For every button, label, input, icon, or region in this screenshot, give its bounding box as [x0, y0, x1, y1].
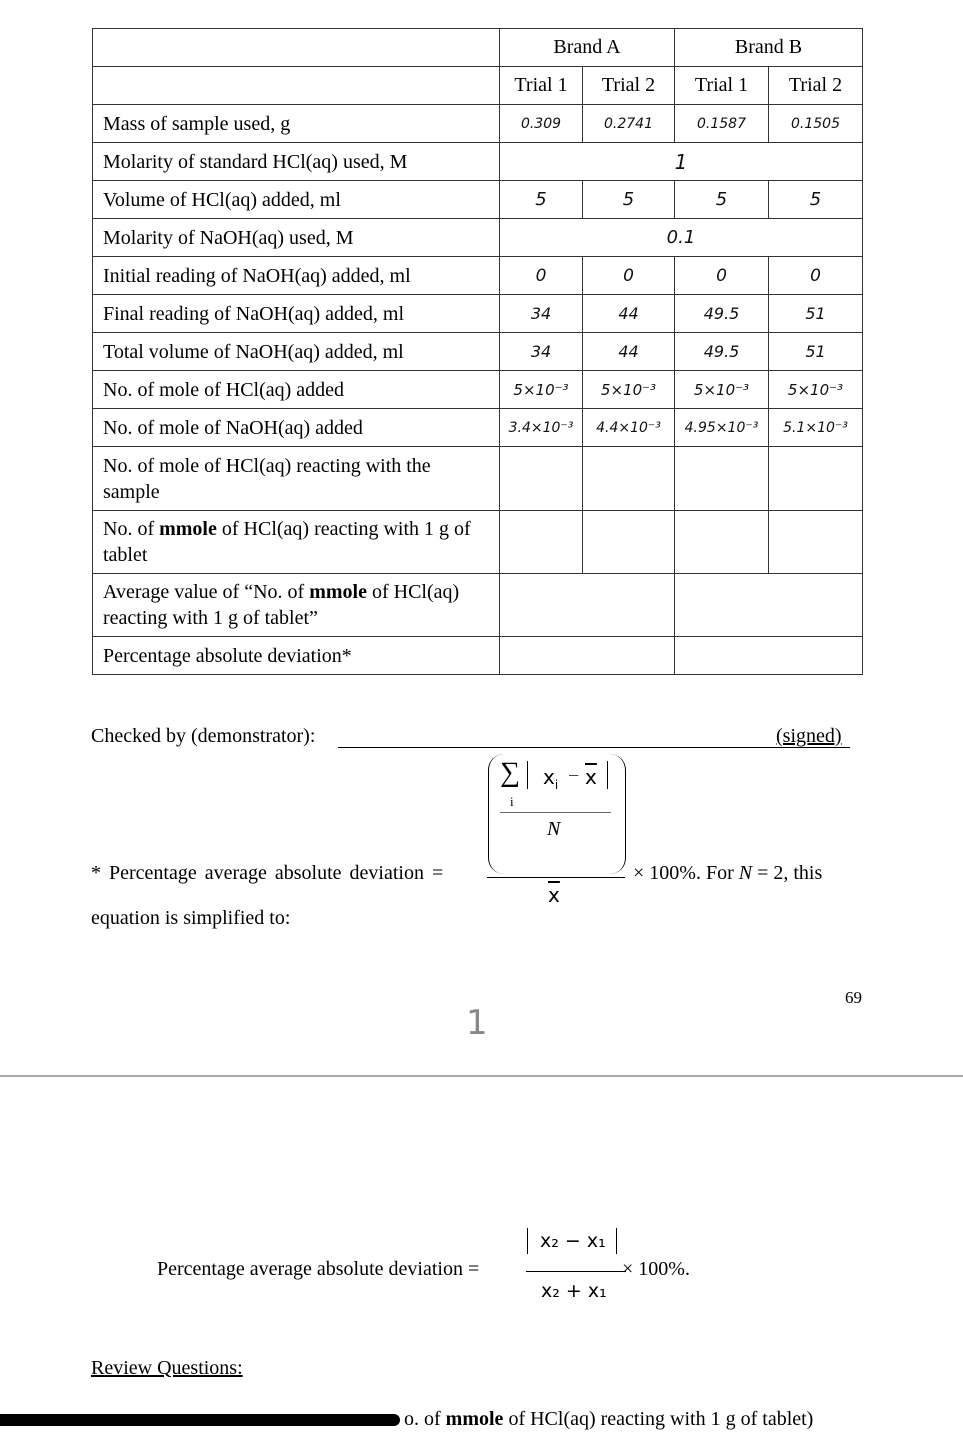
- row-label: No. of mole of NaOH(aq) added: [93, 409, 500, 447]
- sigma-subscript: i: [510, 794, 514, 809]
- row-label: Mass of sample used, g: [93, 105, 500, 143]
- review-title: Review Questions:: [91, 1357, 243, 1379]
- empty-cell: [675, 511, 769, 574]
- empty-cell: [769, 511, 863, 574]
- cell-value: 0.2741: [583, 105, 675, 143]
- row-label: Initial reading of NaOH(aq) added, ml: [93, 257, 500, 295]
- brand-b-header: Brand B: [675, 29, 863, 67]
- signature-line: [338, 747, 850, 748]
- empty-cell: [583, 511, 675, 574]
- formula-suffix: × 100%. For N = 2, this: [633, 862, 823, 884]
- formula-prefix: * Percentage average absolute deviation =: [91, 862, 444, 884]
- empty-cell: [500, 637, 675, 675]
- empty-cell: [583, 447, 675, 511]
- cell-value: 5×10⁻³: [583, 371, 675, 409]
- merged-value: 1: [500, 143, 863, 181]
- cell-value: 4.4×10⁻³: [583, 409, 675, 447]
- abs-bar-left: [527, 1228, 528, 1254]
- table-row: [93, 409, 863, 447]
- cell-value: 5: [500, 181, 583, 219]
- cell-value: 5: [583, 181, 675, 219]
- cell-value: 4.95×10⁻³: [675, 409, 769, 447]
- cell-value: 5×10⁻³: [769, 371, 863, 409]
- empty-cell: [500, 574, 675, 637]
- empty-cell: [675, 637, 863, 675]
- table-row: [93, 105, 863, 143]
- sigma-symbol: ∑: [500, 757, 520, 788]
- main-fraction-bar: [487, 877, 625, 878]
- table-row: [93, 333, 863, 371]
- row-label: No. of mole of HCl(aq) reacting with the sample: [93, 447, 500, 511]
- cell-value: 0: [769, 257, 863, 295]
- cell-value: 51: [769, 295, 863, 333]
- row-label: No. of mole of HCl(aq) added: [93, 371, 500, 409]
- cell-value: 5: [769, 181, 863, 219]
- empty-cell: [500, 447, 583, 511]
- signed-label: (signed): [776, 725, 842, 747]
- row-label: Final reading of NaOH(aq) added, ml: [93, 295, 500, 333]
- row-label: Molarity of NaOH(aq) used, M: [93, 219, 500, 257]
- review-question-text: o. of mmole of HCl(aq) reacting with 1 g of tablet): [404, 1408, 814, 1430]
- table-row: [93, 181, 863, 219]
- empty-cell: [769, 447, 863, 511]
- cell-value: 3.4×10⁻³: [500, 409, 583, 447]
- page-separator: [0, 1075, 963, 1077]
- formula-continuation: equation is simplified to:: [91, 907, 291, 929]
- x-bar-denominator: $\overline{x}$: [548, 883, 560, 907]
- trial-header: Trial 1: [675, 67, 769, 105]
- formula2-numerator: x₂ − x₁: [540, 1230, 606, 1252]
- empty-cell: [675, 447, 769, 511]
- table-row: [93, 511, 863, 574]
- table-row: [93, 219, 863, 257]
- empty-cell: [500, 511, 583, 574]
- cell-value: 0: [675, 257, 769, 295]
- cell-value: 5×10⁻³: [500, 371, 583, 409]
- table-header-trials: [93, 67, 863, 105]
- table-header-brands: [93, 29, 863, 67]
- page-number: 69: [845, 988, 862, 1007]
- table-row: [93, 447, 863, 511]
- redaction-bar: [0, 1414, 400, 1426]
- brand-a-header: Brand A: [500, 29, 675, 67]
- row-label: Percentage absolute deviation*: [93, 637, 500, 675]
- formula2-prefix: Percentage average absolute deviation =: [157, 1258, 480, 1280]
- row-label: Average value of “No. of mmole of HCl(aq) reacting with 1 g of tablet”: [93, 574, 500, 637]
- big-page-indicator: 1: [466, 1003, 488, 1043]
- cell-value: 0: [583, 257, 675, 295]
- cell-value: 44: [583, 295, 675, 333]
- x-bar: $\overline{x}$: [585, 765, 597, 789]
- table-row: [93, 257, 863, 295]
- row-label: Molarity of standard HCl(aq) used, M: [93, 143, 500, 181]
- trial-header: Trial 1: [500, 67, 583, 105]
- cell-value: 44: [583, 333, 675, 371]
- empty-cell: [675, 574, 863, 637]
- trial-header: Trial 2: [583, 67, 675, 105]
- row-label: No. of mmole of HCl(aq) reacting with 1 g of tablet: [93, 511, 500, 574]
- abs-bar-right: [616, 1228, 617, 1254]
- trial-header: Trial 2: [769, 67, 863, 105]
- inner-fraction-bar: [500, 812, 611, 813]
- merged-value: 0.1: [500, 219, 863, 257]
- cell-value: 34: [500, 333, 583, 371]
- results-table: [92, 28, 863, 675]
- cell-value: 49.5: [675, 333, 769, 371]
- row-label: Total volume of NaOH(aq) added, ml: [93, 333, 500, 371]
- cell-value: 5×10⁻³: [675, 371, 769, 409]
- minus-sign: −: [568, 765, 580, 787]
- cell-value: 34: [500, 295, 583, 333]
- header-blank: [93, 29, 500, 67]
- cell-value: 5: [675, 181, 769, 219]
- cell-value: 5.1×10⁻³: [769, 409, 863, 447]
- table-row: [93, 637, 863, 675]
- formula2-suffix: × 100%.: [622, 1258, 690, 1280]
- cell-value: 49.5: [675, 295, 769, 333]
- formula2-fraction-bar: [526, 1271, 626, 1272]
- table-row: [93, 143, 863, 181]
- abs-bar-left: [527, 761, 528, 789]
- table-row: [93, 371, 863, 409]
- header-blank: [93, 67, 500, 105]
- checked-by-label: Checked by (demonstrator):: [91, 725, 316, 747]
- cell-value: 0.1587: [675, 105, 769, 143]
- table-row: [93, 574, 863, 637]
- formula2-denominator: x₂ + x₁: [541, 1280, 607, 1302]
- denominator-N: N: [547, 818, 561, 840]
- row-label: Volume of HCl(aq) added, ml: [93, 181, 500, 219]
- cell-value: 0.309: [500, 105, 583, 143]
- abs-bar-right: [607, 761, 608, 789]
- numerator-x: $x_i$: [543, 765, 559, 792]
- cell-value: 0: [500, 257, 583, 295]
- cell-value: 51: [769, 333, 863, 371]
- cell-value: 0.1505: [769, 105, 863, 143]
- table-row: [93, 295, 863, 333]
